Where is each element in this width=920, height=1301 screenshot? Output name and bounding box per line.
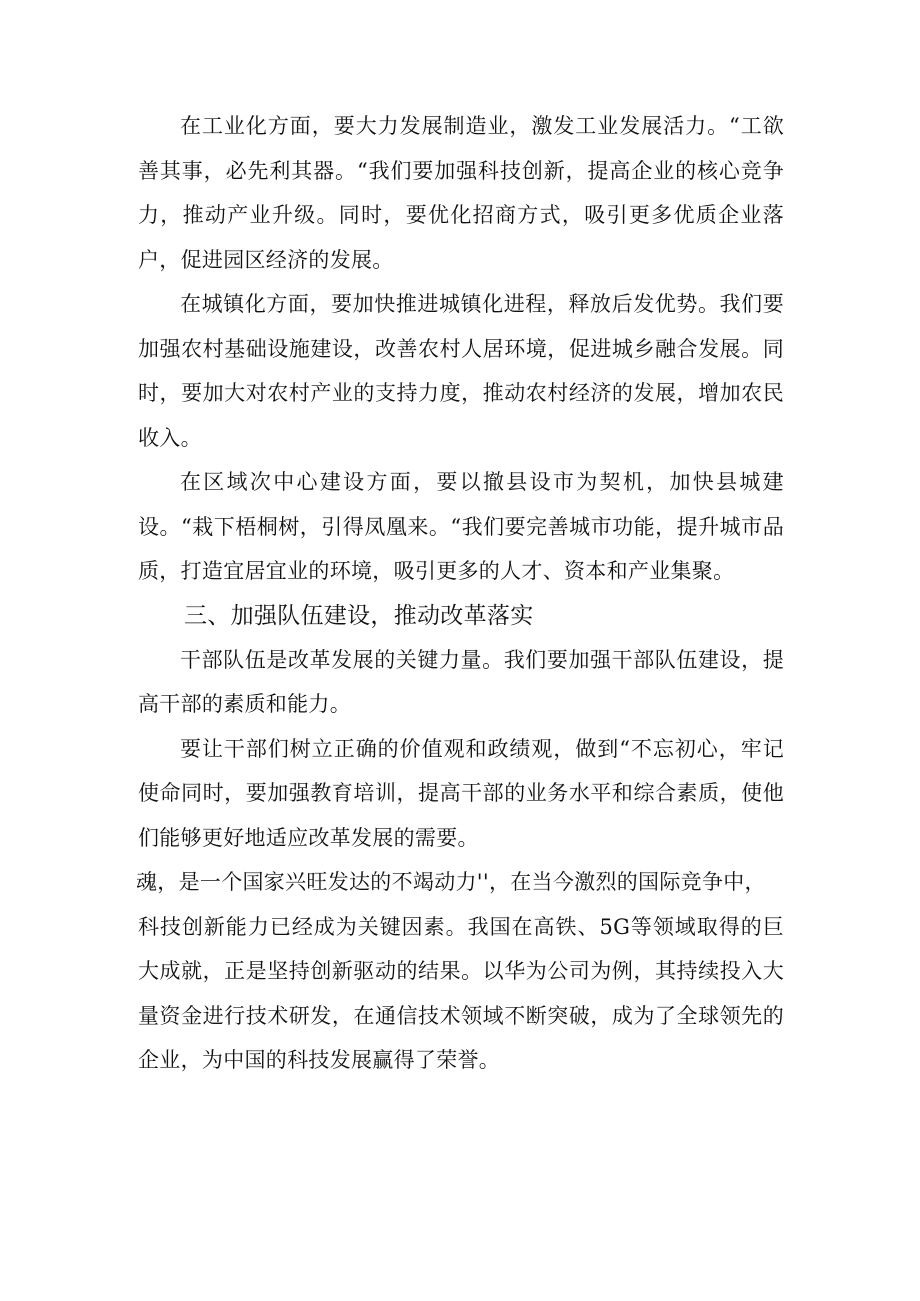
paragraph-cadre-values: 要让干部们树立正确的价值观和政绩观，做到“不忘初心，牢记使命同时，要加强教育培训，提高干部的业务水平和综合素质，使他们能够更好地适应改革发展的需要。 bbox=[138, 736, 784, 850]
paragraph-industrialization: 在工业化方面，要大力发展制造业，激发工业发展活力。“工欲善其事，必先利其器。“我们要加强科技创新，提高企业的核心竞争力，推动产业升级。同时，要优化招商方式，吸引更多优质企业落户，促进园区经济的发展。 bbox=[138, 114, 784, 272]
paragraph-cadre-team: 干部队伍是改革发展的关键力量。我们要加强干部队伍建设，提高干部的素质和能力。 bbox=[138, 647, 784, 716]
fragment-first-line: 魂，是一个国家兴旺发达的不竭动力''，在当今激烈的国际竞争中， bbox=[136, 870, 766, 894]
paragraph-regional-center: 在区域次中心建设方面，要以撤县设市为契机，加快县城建设。“栽下梧桐树，引得凤凰来。“我们要完善城市功能，提升城市品质，打造宜居宜业的环境，吸引更多的人才、资本和产业集聚。 bbox=[138, 470, 784, 583]
section-heading: 三、加强队伍建设，推动改革落实 bbox=[184, 602, 534, 629]
document-body bbox=[138, 104, 784, 1083]
paragraph-urbanization: 在城镇化方面，要加快推进城镇化进程，释放后发优势。我们要加强农村基础设施建设，改善农村人居环境，促进城乡融合发展。同时，要加大对农村产业的支持力度，推动农村经济的发展，增加农民收入。 bbox=[138, 292, 784, 450]
paragraph-innovation-fragment bbox=[138, 860, 784, 1083]
fragment-continuation: 科技创新能力已经成为关键因素。我国在高铁、5G等领域取得的巨大成就，正是坚持创新驱动的结果。以华为公司为例，其持续投入大量资金进行技术研发，在通信技术领域不断突破，成为了全球领先的企业，为中国的科技发展赢得了荣誉。 bbox=[138, 914, 784, 1072]
